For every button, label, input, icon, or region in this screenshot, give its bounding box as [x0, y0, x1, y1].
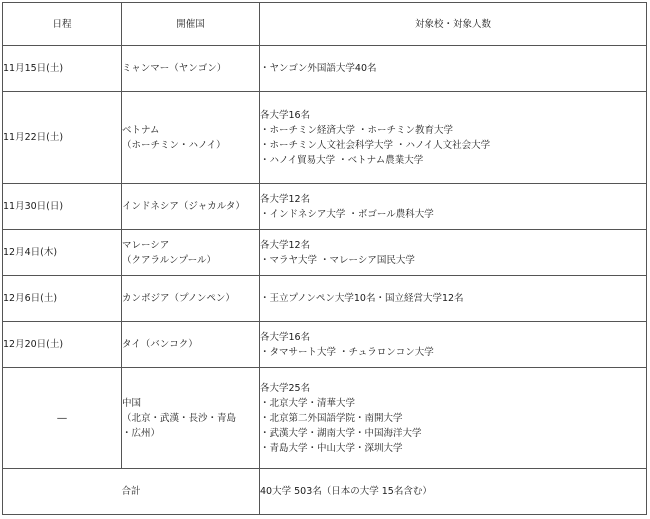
- target-line: 各大学16名: [260, 331, 311, 343]
- date-cell: 12月20日(土): [3, 322, 122, 368]
- target-cell: [260, 368, 647, 469]
- total-row: [3, 469, 647, 515]
- country-cell: [122, 92, 260, 184]
- target-cell: [260, 322, 647, 368]
- date-cell: ―: [3, 368, 122, 469]
- target-line: ・マラヤ大学 ・マレーシア国民大学: [260, 254, 415, 266]
- table-row: [3, 92, 647, 184]
- table-row: [3, 368, 647, 469]
- target-line: 各大学16名: [260, 109, 311, 121]
- table-row: [3, 46, 647, 92]
- total-value: 40大学 503名（日本の大学 15名含む）: [260, 469, 647, 515]
- country-line: カンボジア（プノンペン）: [122, 293, 235, 304]
- target-cell: [260, 184, 647, 230]
- country-line: （北京・武漢・長沙・青島: [122, 412, 237, 424]
- country-cell: [122, 184, 260, 230]
- country-line: ベトナム: [122, 124, 160, 136]
- country-line: （ホーチミン・ハノイ）: [122, 139, 226, 151]
- country-line: タイ（バンコク）: [122, 339, 198, 350]
- target-line: ・インドネシア大学 ・ボゴール農科大学: [260, 208, 434, 220]
- target-line: ・ホーチミン人文社会科学大学 ・ハノイ人文社会大学: [260, 139, 491, 151]
- country-cell: [122, 46, 260, 92]
- table-row: [3, 184, 647, 230]
- country-cell: [122, 368, 260, 469]
- country-cell: [122, 230, 260, 276]
- target-line: ・武漢大学・湖南大学・中国海洋大学: [260, 427, 422, 439]
- target-line: 各大学12名: [260, 239, 311, 251]
- target-cell: [260, 230, 647, 276]
- date-cell: 12月4日(木): [3, 230, 122, 276]
- date-cell: 11月22日(土): [3, 92, 122, 184]
- country-line: 中国: [122, 397, 142, 409]
- target-line: ・青島大学・中山大学・深圳大学: [260, 442, 403, 454]
- header-row: [3, 3, 647, 46]
- target-cell: [260, 46, 647, 92]
- country-line: マレーシア: [122, 239, 170, 251]
- target-line: 各大学12名: [260, 193, 311, 205]
- target-line: ・タマサート大学 ・チュラロンコン大学: [260, 346, 434, 358]
- target-cell: [260, 276, 647, 322]
- country-line: （クアラルンプール）: [122, 254, 217, 266]
- target-line: ・ホーチミン経済大学 ・ホーチミン教育大学: [260, 124, 454, 136]
- date-cell: 11月30日(日): [3, 184, 122, 230]
- schedule-table: [2, 2, 647, 515]
- date-cell: 11月15日(土): [3, 46, 122, 92]
- header-country: 開催国: [122, 3, 260, 46]
- table-row: [3, 230, 647, 276]
- target-line: ・北京大学・清華大学: [260, 397, 356, 409]
- header-target: 対象校・対象人数: [260, 3, 647, 46]
- total-label: 合計: [3, 469, 260, 515]
- country-line: ・広州）: [122, 427, 161, 439]
- target-line: ・ヤンゴン外国語大学40名: [260, 63, 377, 74]
- country-cell: [122, 322, 260, 368]
- country-cell: [122, 276, 260, 322]
- table-row: [3, 322, 647, 368]
- target-line: 各大学25名: [260, 382, 311, 394]
- target-cell: [260, 92, 647, 184]
- table-row: [3, 276, 647, 322]
- target-line: ・王立プノンペン大学10名・国立経営大学12名: [260, 293, 464, 304]
- country-line: ミャンマー（ヤンゴン）: [122, 63, 227, 74]
- target-line: ・ハノイ貿易大学 ・ベトナム農業大学: [260, 154, 424, 166]
- header-date: 日程: [3, 3, 122, 46]
- country-line: インドネシア（ジャカルタ）: [122, 201, 245, 212]
- date-cell: 12月6日(土): [3, 276, 122, 322]
- target-line: ・北京第二外国語学院・南開大学: [260, 412, 403, 424]
